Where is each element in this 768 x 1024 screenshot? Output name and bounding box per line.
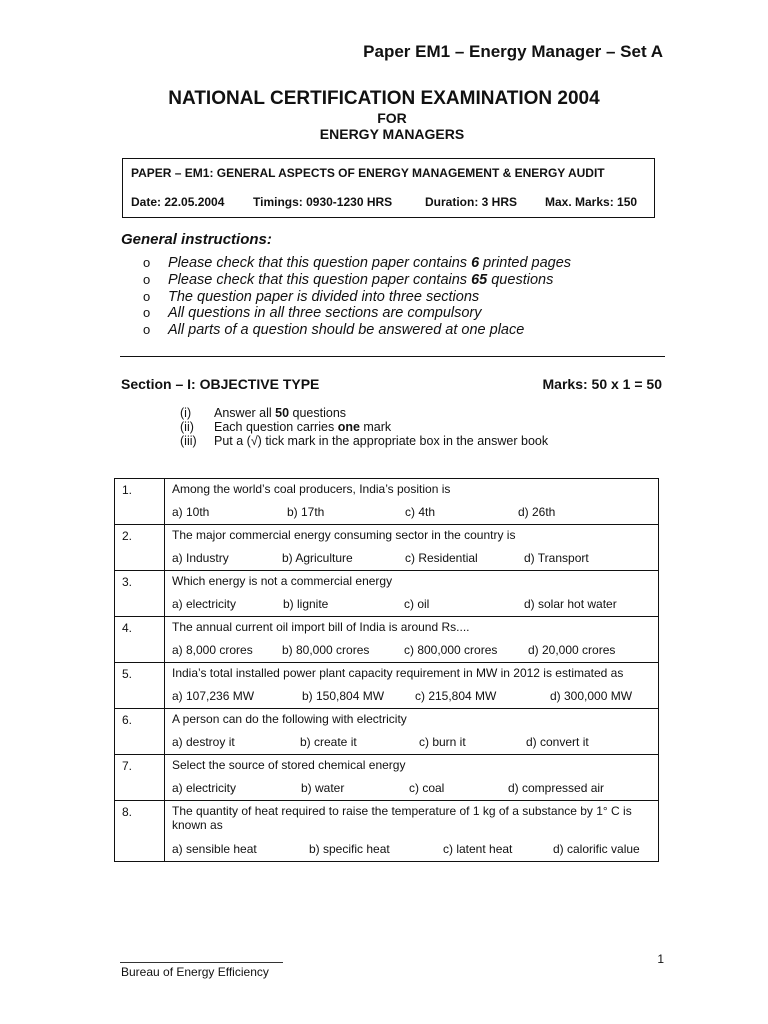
footer-org: Bureau of Energy Efficiency	[121, 965, 269, 979]
instruction-item	[143, 272, 571, 289]
bullet: o	[143, 288, 151, 304]
question-text: The annual current oil import bill of India is around Rs....	[172, 620, 470, 634]
question-number: 2.	[115, 525, 165, 571]
instruction-text: All questions in all three sections are compulsory	[168, 305, 482, 322]
section-instructions	[180, 406, 548, 449]
general-instructions-list	[143, 255, 571, 339]
exam-subtitle-audience: ENERGY MANAGERS	[319, 126, 465, 142]
question-number: 4.	[115, 617, 165, 663]
question-row	[115, 571, 659, 617]
option-b: b) lignite	[283, 597, 329, 611]
option-d: d) compressed air	[508, 781, 605, 795]
question-options	[172, 597, 652, 611]
option-a: a) sensible heat	[172, 842, 257, 856]
bullet: o	[143, 271, 151, 287]
option-d: d) 20,000 crores	[528, 643, 616, 657]
instruction-emphasis: 65	[471, 271, 488, 288]
instruction-text: mark	[359, 420, 392, 435]
instruction-item	[143, 322, 571, 339]
instruction-text: All parts of a question should be answered at one place	[168, 322, 525, 339]
instruction-item	[143, 289, 571, 306]
option-c: c) 215,804 MW	[415, 689, 497, 703]
question-row	[115, 709, 659, 755]
question-text: A person can do the following with electricity	[172, 712, 407, 726]
instruction-text: Please check that this question paper contains	[168, 271, 472, 288]
question-cell	[165, 571, 659, 617]
instruction-emphasis: one	[337, 420, 360, 435]
question-cell	[165, 663, 659, 709]
bullet: o	[143, 255, 151, 270]
question-text: India’s total installed power plant capacity requirement in MW in 2012 is estimated as	[172, 666, 624, 680]
option-a: a) 10th	[172, 505, 210, 519]
instruction-text: Put a (√) tick mark in the appropriate box in the answer book	[214, 434, 549, 449]
instruction-number: (i)	[180, 406, 192, 420]
option-b: b) specific heat	[309, 842, 390, 856]
paper-info-box	[122, 158, 655, 218]
question-cell	[165, 617, 659, 663]
question-text: Select the source of stored chemical energy	[172, 758, 406, 772]
exam-date: Date: 22.05.2004	[131, 195, 225, 209]
option-c: c) latent heat	[443, 842, 513, 856]
question-cell	[165, 525, 659, 571]
questions-table	[114, 478, 659, 862]
paper-code: Paper EM1 – Energy Manager – Set A	[363, 42, 663, 61]
instruction-number: (ii)	[180, 420, 194, 435]
instruction-item	[143, 305, 571, 322]
option-d: d) 300,000 MW	[550, 689, 633, 703]
question-text: Which energy is not a commercial energy	[172, 574, 393, 588]
option-a: a) destroy it	[172, 735, 235, 749]
exam-title: NATIONAL CERTIFICATION EXAMINATION 2004	[168, 88, 600, 109]
question-number: 8.	[115, 801, 165, 862]
option-b: b) 17th	[287, 505, 325, 519]
instruction-text: The question paper is divided into three sections	[168, 288, 480, 305]
instruction-number: (iii)	[180, 434, 197, 449]
question-cell	[165, 755, 659, 801]
instruction-text: Each question carries	[214, 420, 338, 435]
question-text: The major commercial energy consuming sector in the country is	[172, 528, 516, 542]
instruction-text: questions	[289, 406, 347, 420]
instruction-emphasis: 50	[275, 406, 290, 420]
question-row	[115, 525, 659, 571]
option-c: c) burn it	[419, 735, 466, 749]
exam-max-marks: Max. Marks: 150	[545, 195, 638, 209]
instruction-item	[143, 255, 571, 272]
option-b: b) water	[301, 781, 345, 795]
option-a: a) 8,000 crores	[172, 643, 253, 657]
question-number: 1.	[115, 479, 165, 525]
option-c: c) 800,000 crores	[404, 643, 498, 657]
option-c: c) 4th	[405, 505, 436, 519]
exam-subtitle-for: FOR	[377, 110, 407, 126]
option-d: d) Transport	[524, 551, 589, 565]
question-row	[115, 755, 659, 801]
option-d: d) convert it	[526, 735, 589, 749]
section-title: Section – I: OBJECTIVE TYPE	[121, 376, 320, 392]
section-instruction-item	[180, 420, 548, 434]
option-c: c) Residential	[405, 551, 478, 565]
option-a: a) 107,236 MW	[172, 689, 255, 703]
instruction-text: questions	[487, 271, 554, 288]
option-d: d) 26th	[518, 505, 556, 519]
option-b: b) create it	[300, 735, 357, 749]
question-number: 5.	[115, 663, 165, 709]
question-cell	[165, 479, 659, 525]
question-number: 6.	[115, 709, 165, 755]
question-cell	[165, 801, 659, 862]
option-b: b) 150,804 MW	[302, 689, 385, 703]
question-options	[172, 842, 652, 856]
bullet: o	[143, 322, 151, 338]
option-a: a) electricity	[172, 781, 237, 795]
bullet: o	[143, 305, 151, 321]
footer-divider	[120, 962, 283, 963]
question-row	[115, 801, 659, 862]
option-d: d) solar hot water	[524, 597, 617, 611]
section-instruction-item	[180, 406, 548, 420]
question-text: Among the world’s coal producers, India’s position is	[172, 482, 451, 496]
question-options	[172, 689, 652, 703]
question-cell	[165, 709, 659, 755]
option-c: c) oil	[404, 597, 430, 611]
option-b: b) 80,000 crores	[282, 643, 370, 657]
instruction-text: Please check that this question paper contains	[168, 255, 472, 271]
paper-name: PAPER – EM1: GENERAL ASPECTS OF ENERGY MANAGEMENT & ENERGY AUDIT	[131, 166, 605, 180]
question-options	[172, 505, 652, 519]
question-number: 7.	[115, 755, 165, 801]
option-b: b) Agriculture	[282, 551, 353, 565]
option-a: a) Industry	[172, 551, 229, 565]
question-options	[172, 551, 652, 565]
question-options	[172, 643, 652, 657]
option-c: c) coal	[409, 781, 445, 795]
question-number: 3.	[115, 571, 165, 617]
section-marks: Marks: 50 x 1 = 50	[542, 376, 662, 392]
question-row	[115, 617, 659, 663]
instruction-text: Answer all	[214, 406, 276, 420]
question-row	[115, 663, 659, 709]
question-text: The quantity of heat required to raise the temperature of 1 kg of a substance by 1° C is known as	[172, 804, 632, 832]
exam-duration: Duration: 3 HRS	[425, 195, 518, 209]
page-number: 1	[657, 952, 664, 966]
option-a: a) electricity	[172, 597, 237, 611]
question-options	[172, 735, 652, 749]
question-options	[172, 781, 652, 795]
instruction-text: printed pages	[479, 255, 572, 271]
section-instruction-item	[180, 434, 548, 448]
exam-timings: Timings: 0930-1230 HRS	[253, 195, 393, 209]
question-row	[115, 479, 659, 525]
section-divider	[120, 356, 665, 357]
instruction-emphasis: 6	[471, 255, 480, 271]
general-instructions-title: General instructions:	[121, 231, 272, 248]
option-d: d) calorific value	[553, 842, 640, 856]
